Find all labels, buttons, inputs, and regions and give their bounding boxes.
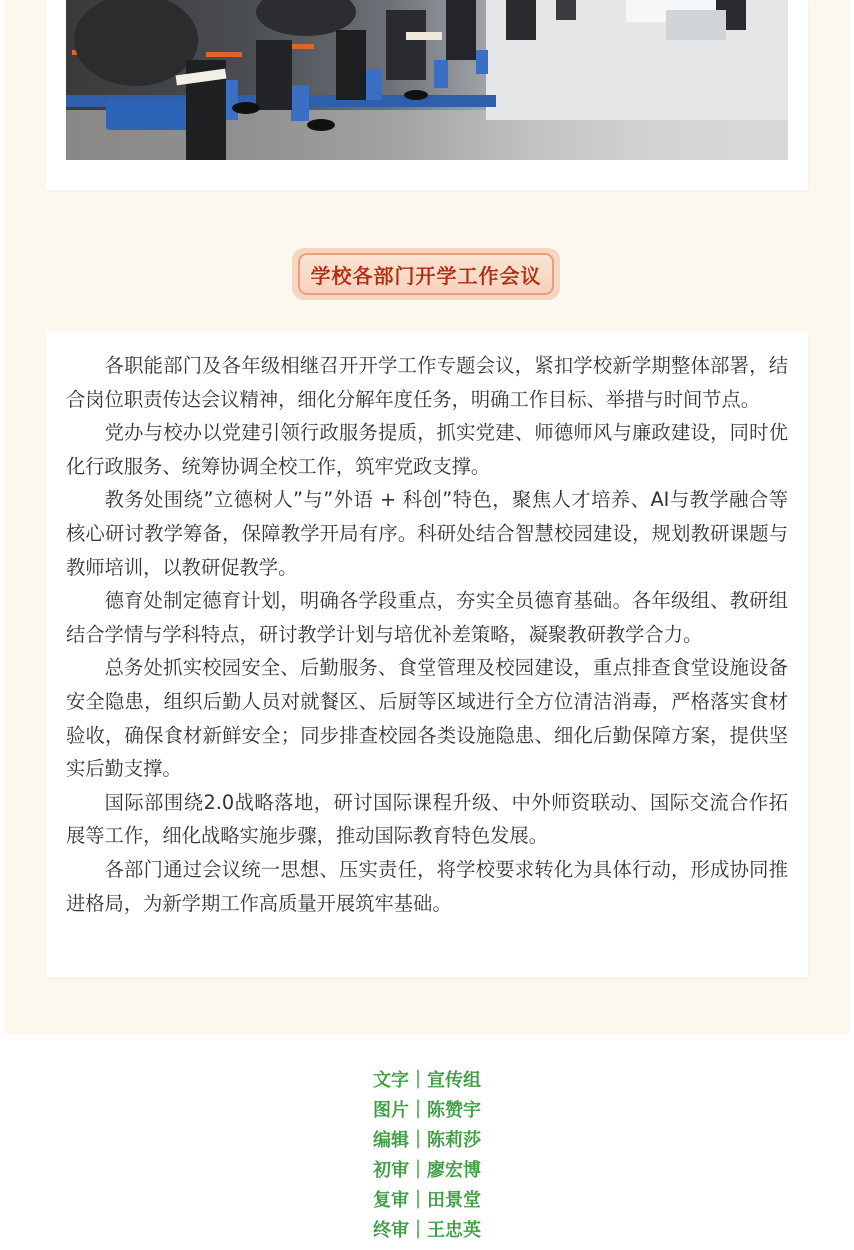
- article-text-card: [46, 331, 808, 977]
- paragraph-academic-affairs: 教务处围绕”立德树人”与”外语 + 科创”特色，聚焦人才培养、AI与教学融合等核心研讨教学筹备，保障教学开局有序。科研处结合智慧校园建设，规划教研课题与教师培训，以教研促教学。: [66, 488, 788, 579]
- paragraph-international-dept: 国际部围绕2.0战略落地，研讨国际课程升级、中外师资联动、国际交流合作拓展等工作，细化战略实施步骤，推动国际教育特色发展。: [66, 790, 788, 848]
- meeting-photo: [66, 0, 788, 160]
- section-title-badge: [292, 248, 560, 300]
- photo-card: [46, 0, 808, 190]
- section-title: 学校各部门开学工作会议: [310, 263, 542, 288]
- credit-final-review: 终审｜王忠英: [373, 1220, 481, 1241]
- meeting-photo-illustration: [66, 0, 788, 160]
- article-body: [66, 349, 788, 920]
- paragraph-conclusion: 各部门通过会议统一思想、压实责任，将学校要求转化为具体行动，形成协同推进格局，为新学期工作高质量开展筑牢基础。: [66, 857, 788, 915]
- credit-first-review: 初审｜廖宏博: [373, 1160, 481, 1181]
- paragraph-moral-education: 德育处制定德育计划，明确各学段重点，夯实全员德育基础。各年级组、教研组结合学情与学科特点，研讨教学计划与培优补差策略，凝聚教研教学合力。: [66, 589, 788, 646]
- credits-block: [0, 1066, 854, 1246]
- paragraph-opening-meetings: 各职能部门及各年级相继召开开学工作专题会议，紧扣学校新学期整体部署，结合岗位职责传达会议精神，细化分解年度任务，明确工作目标、举措与时间节点。: [66, 354, 788, 411]
- section-title-frame: [298, 253, 554, 295]
- credit-text: 文字｜宣传组: [373, 1070, 481, 1091]
- paragraph-general-affairs: 总务处抓实校园安全、后勤服务、食堂管理及校园建设，重点排查食堂设施设备安全隐患，组织后勤人员对就餐区、后厨等区域进行全方位清洁消毒，严格落实食材验收，确保食材新鲜安全；同步排查校园各类设施隐患、细化后勤保障方案，提供坚实后勤支撑。: [66, 656, 788, 781]
- credit-photo: 图片｜陈赞宇: [373, 1100, 481, 1121]
- credit-second-review: 复审｜田景堂: [373, 1190, 481, 1211]
- credit-editor: 编辑｜陈莉莎: [373, 1130, 481, 1151]
- paragraph-party-office: 党办与校办以党建引领行政服务提质，抓实党建、师德师风与廉政建设，同时优化行政服务、统筹协调全校工作，筑牢党政支撑。: [66, 421, 788, 478]
